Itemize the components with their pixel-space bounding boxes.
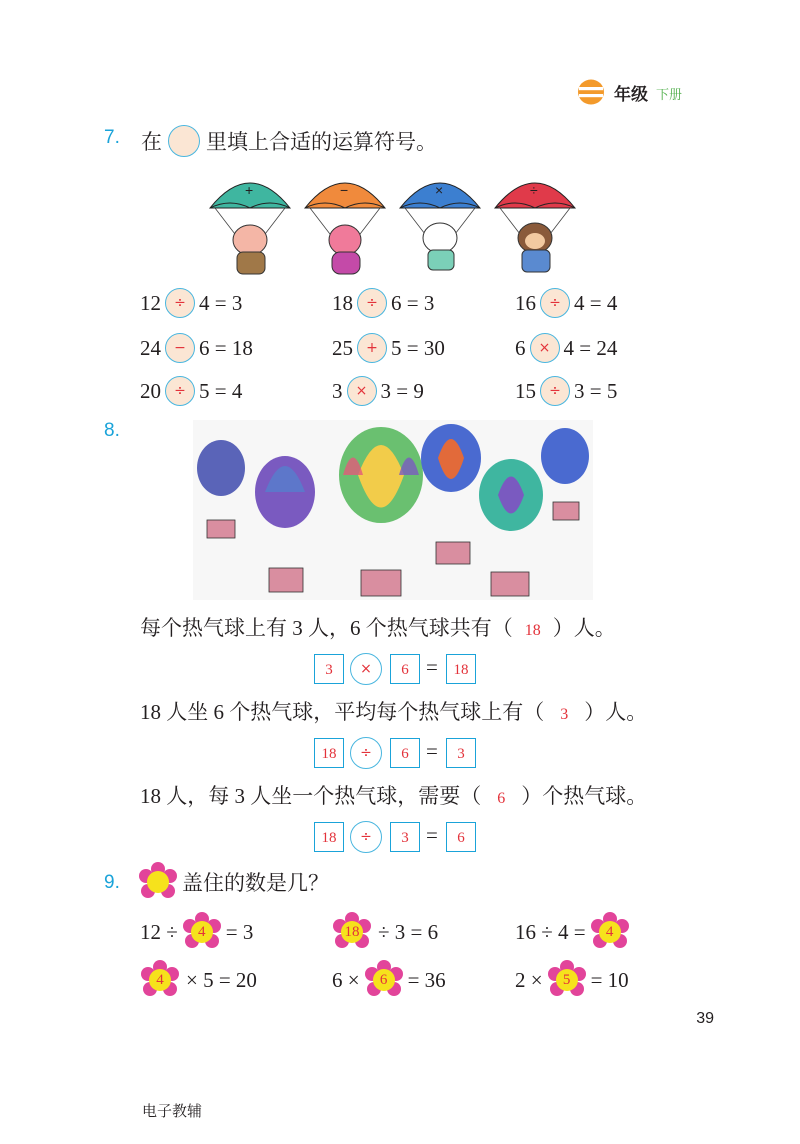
answer-blank: 18 <box>524 622 541 639</box>
covered-number: 4 <box>156 972 164 988</box>
covered-number: 4 <box>198 924 206 940</box>
flower-icon <box>590 912 630 952</box>
equals-sign: = <box>426 655 438 679</box>
q7-eq-1-2: 18 ÷ 6 = 3 <box>332 288 434 318</box>
question-8-number: 8. <box>104 420 120 441</box>
equation-box: 6 <box>390 738 420 768</box>
flower-icon <box>182 912 222 952</box>
prompt-post: 里填上合适的运算符号。 <box>206 130 437 154</box>
operator-blank: ÷ <box>165 288 195 318</box>
operator-blank: ÷ <box>540 288 570 318</box>
operator-blank: × <box>530 333 560 363</box>
result-box: 18 <box>446 654 476 684</box>
equals-sign: = <box>426 823 438 847</box>
question-7-number: 7. <box>104 127 120 148</box>
parachute-symbols <box>205 168 585 208</box>
parachute-symbol-plus: + <box>245 182 254 198</box>
footer-label: 电子教辅 <box>142 1102 203 1120</box>
question-9-number: 9. <box>104 872 120 893</box>
parachute-symbol-minus: − <box>340 182 349 198</box>
operator-blank: ÷ <box>165 376 195 406</box>
equation-box: 3 <box>390 822 420 852</box>
flower-icon <box>547 960 587 1000</box>
volume-label: 下册 <box>656 87 683 102</box>
operator-blank: + <box>357 333 387 363</box>
equation-box: 18 <box>314 822 344 852</box>
operator-circle: × <box>350 653 382 685</box>
flower-icon <box>332 912 372 952</box>
operator-blank: ÷ <box>540 376 570 406</box>
q9-eq-2-2: 6 × 6 = 36 <box>332 960 446 1000</box>
answer-blank: 3 <box>560 706 569 723</box>
equation-box: 3 <box>314 654 344 684</box>
q7-eq-3-1: 20 ÷ 5 = 4 <box>140 376 242 406</box>
covered-number: 5 <box>562 972 571 988</box>
parachute-symbol-divide: ÷ <box>530 182 538 198</box>
covered-number: 18 <box>344 924 360 940</box>
grade-label: 年级 <box>614 85 648 104</box>
q7-eq-3-2: 3 × 3 = 9 <box>332 376 424 406</box>
equals-sign: = <box>426 739 438 763</box>
flower-icon <box>140 960 180 1000</box>
grade-badge-icon <box>577 79 605 105</box>
q9-eq-1-1: 12 ÷ 4 = 3 <box>140 912 253 952</box>
answer-blank: 6 <box>497 790 506 807</box>
operator-blank: − <box>165 333 195 363</box>
parachute-symbol-times: × <box>435 182 444 198</box>
result-box: 6 <box>446 822 476 852</box>
operator-blank: × <box>347 376 377 406</box>
q7-eq-3-3: 15 ÷ 3 = 5 <box>515 376 617 406</box>
blank-circle-icon <box>168 125 200 157</box>
q8-sentence-1: 每个热气球上有 3 人，6 个热气球共有（ 18 ）人。 <box>140 616 616 640</box>
q7-eq-2-3: 6 × 4 = 24 <box>515 333 617 363</box>
covered-number: 6 <box>379 972 388 988</box>
question-7-prompt <box>141 125 437 157</box>
q8-sentence-3: 18 人，每 3 人坐一个热气球，需要（ 6 ）个热气球。 <box>140 784 648 808</box>
hot-air-balloons-illustration <box>193 420 593 600</box>
q8-sentence-2: 18 人坐 6 个热气球，平均每个热气球上有（ 3 ）人。 <box>140 700 648 724</box>
page-number: 39 <box>696 1010 714 1027</box>
q7-eq-1-1: 12 ÷ 4 = 3 <box>140 288 242 318</box>
operator-circle: ÷ <box>350 737 382 769</box>
question-9-prompt <box>138 862 329 902</box>
q9-eq-2-1: 4 × 5 = 20 <box>140 960 257 1000</box>
question-9-text: 盖住的数是几？ <box>182 871 329 895</box>
operator-circle: ÷ <box>350 821 382 853</box>
q9-eq-2-3: 2 × 5 = 10 <box>515 960 629 1000</box>
q7-eq-2-2: 25 + 5 = 30 <box>332 333 445 363</box>
q7-eq-1-3: 16 ÷ 4 = 4 <box>515 288 617 318</box>
covered-number: 4 <box>605 924 614 940</box>
prompt-pre: 在 <box>141 130 162 154</box>
equation-box: 18 <box>314 738 344 768</box>
operator-blank: ÷ <box>357 288 387 318</box>
flower-icon <box>364 960 404 1000</box>
q7-eq-2-1: 24 − 6 = 18 <box>140 333 253 363</box>
q9-eq-1-2: 18 ÷ 3 = 6 <box>332 912 438 952</box>
equation-box: 6 <box>390 654 420 684</box>
flower-icon <box>138 862 178 902</box>
result-box: 3 <box>446 738 476 768</box>
q9-eq-1-3: 16 ÷ 4 = 4 <box>515 912 630 952</box>
